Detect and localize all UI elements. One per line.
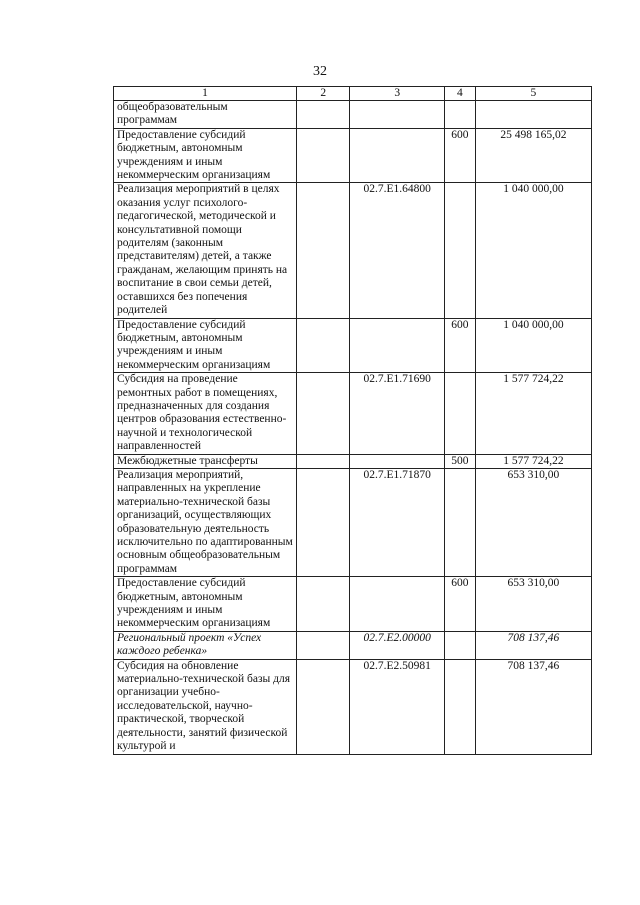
row-name-cell: Предоставление субсидий бюджетным, автономным учреждениям и иным некоммерческим организациям	[114, 128, 297, 183]
row-expense-type-cell: 600	[444, 577, 475, 632]
row-expense-type-cell: 600	[444, 128, 475, 183]
row-col2-cell	[296, 631, 349, 659]
row-name-cell: Субсидия на обновление материально-технической базы для организации учебно-исследовательской, научно-практической, творческой деятельности, занятий физической культурой и	[114, 659, 297, 754]
row-amount-cell: 1 577 724,22	[475, 373, 591, 454]
row-code-cell	[350, 128, 445, 183]
header-cell: 3	[350, 87, 445, 101]
row-name-cell: Предоставление субсидий бюджетным, автономным учреждениям и иным некоммерческим организациям	[114, 577, 297, 632]
row-col2-cell	[296, 128, 349, 183]
row-name-cell: Реализация мероприятий, направленных на укрепление материально-технической базы организаций, осуществляющих образовательную деятельность исключительно по адаптированным основным общеобразовательным программам	[114, 468, 297, 576]
page-number: 32	[313, 64, 327, 79]
row-code-cell: 02.7.E1.71690	[350, 373, 445, 454]
table-row	[114, 468, 592, 576]
row-col2-cell	[296, 454, 349, 468]
row-expense-type-cell	[444, 183, 475, 318]
row-code-cell	[350, 577, 445, 632]
row-amount-cell	[475, 101, 591, 129]
row-expense-type-cell	[444, 373, 475, 454]
row-code-cell: 02.7.E1.71870	[350, 468, 445, 576]
row-name-cell: Предоставление субсидий бюджетным, автономным учреждениям и иным некоммерческим организациям	[114, 318, 297, 373]
row-expense-type-cell	[444, 631, 475, 659]
table-row	[114, 373, 592, 454]
row-name-cell: Субсидия на проведение ремонтных работ в помещениях, предназначенных для создания центров образования естественно-научной и технологической направленностей	[114, 373, 297, 454]
row-col2-cell	[296, 468, 349, 576]
row-expense-type-cell	[444, 659, 475, 754]
table-row	[114, 318, 592, 373]
header-row	[114, 87, 592, 101]
table-row	[114, 101, 592, 129]
row-name-cell: Межбюджетные трансферты	[114, 454, 297, 468]
row-expense-type-cell: 600	[444, 318, 475, 373]
row-code-cell: 02.7.E2.50981	[350, 659, 445, 754]
header-cell: 4	[444, 87, 475, 101]
row-expense-type-cell: 500	[444, 454, 475, 468]
row-col2-cell	[296, 373, 349, 454]
row-name-cell: общеобразовательным программам	[114, 101, 297, 129]
row-amount-cell: 1 577 724,22	[475, 454, 591, 468]
row-col2-cell	[296, 659, 349, 754]
table-row	[114, 183, 592, 318]
row-code-cell	[350, 454, 445, 468]
table-body	[114, 101, 592, 755]
row-code-cell: 02.7.E2.00000	[350, 631, 445, 659]
row-col2-cell	[296, 101, 349, 129]
row-col2-cell	[296, 318, 349, 373]
row-amount-cell: 708 137,46	[475, 659, 591, 754]
row-col2-cell	[296, 183, 349, 318]
budget-table	[113, 86, 592, 755]
row-expense-type-cell	[444, 468, 475, 576]
row-amount-cell: 708 137,46	[475, 631, 591, 659]
row-expense-type-cell	[444, 101, 475, 129]
table-row	[114, 454, 592, 468]
table-row	[114, 659, 592, 754]
header-cell: 1	[114, 87, 297, 101]
row-amount-cell: 1 040 000,00	[475, 318, 591, 373]
table-row	[114, 631, 592, 659]
row-col2-cell	[296, 577, 349, 632]
row-code-cell	[350, 318, 445, 373]
table-row	[114, 577, 592, 632]
table-row	[114, 128, 592, 183]
header-cell: 5	[475, 87, 591, 101]
row-code-cell	[350, 101, 445, 129]
row-name-cell: Региональный проект «Успех каждого ребенка»	[114, 631, 297, 659]
row-code-cell: 02.7.E1.64800	[350, 183, 445, 318]
row-amount-cell: 25 498 165,02	[475, 128, 591, 183]
row-amount-cell: 653 310,00	[475, 468, 591, 576]
header-cell: 2	[296, 87, 349, 101]
row-amount-cell: 1 040 000,00	[475, 183, 591, 318]
row-name-cell: Реализация мероприятий в целях оказания услуг психолого-педагогической, методической и консультативной помощи родителям (законным представителям) детей, а также гражданам, желающим принять на воспитание в свои семьи детей, оставшихся без попечения родителей	[114, 183, 297, 318]
row-amount-cell: 653 310,00	[475, 577, 591, 632]
